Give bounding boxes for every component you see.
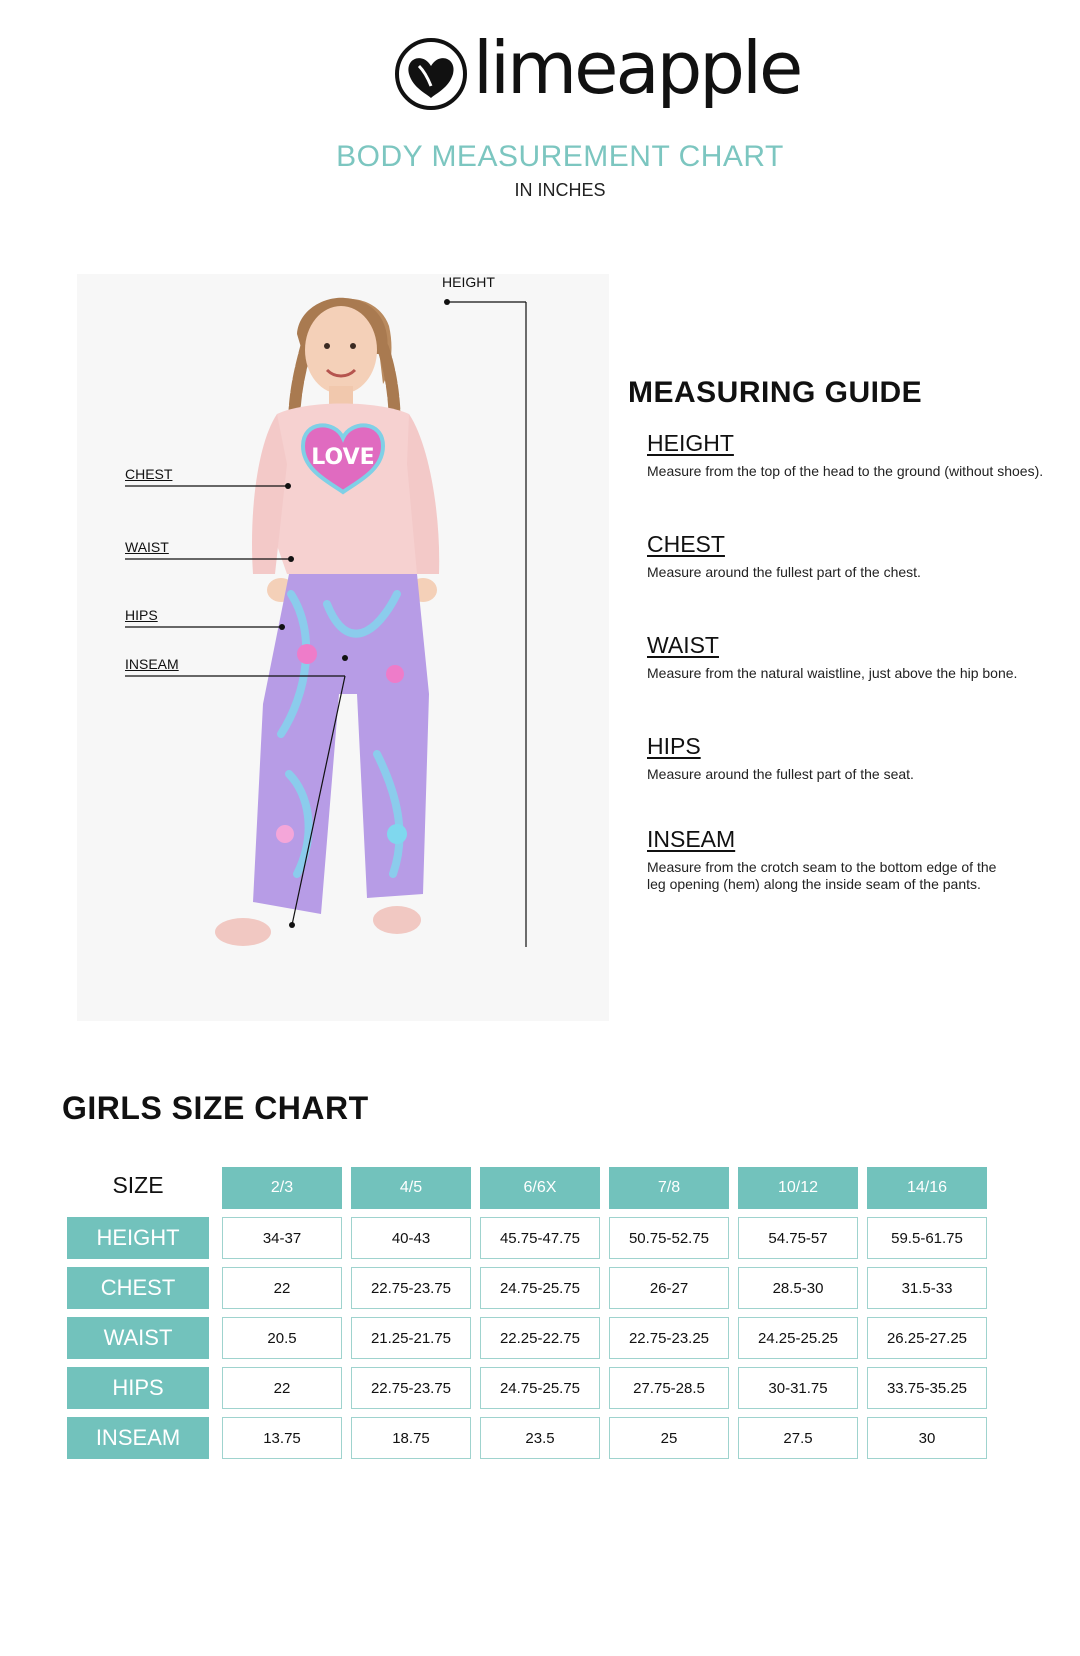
size-header: 14/16 <box>867 1167 987 1209</box>
row-header-chest: CHEST <box>67 1267 209 1309</box>
table-cell: 34-37 <box>222 1217 342 1259</box>
table-cell: 22.25-22.75 <box>480 1317 600 1359</box>
size-header: 6/6X <box>480 1167 600 1209</box>
table-cell: 40-43 <box>351 1217 471 1259</box>
size-chart-title: GIRLS SIZE CHART <box>62 1090 369 1126</box>
page-subtitle: IN INCHES <box>514 180 606 200</box>
table-cell: 30-31.75 <box>738 1367 858 1409</box>
table-cell: 20.5 <box>222 1317 342 1359</box>
apple-heart-icon <box>393 36 469 112</box>
table-cell: 22.75-23.75 <box>351 1367 471 1409</box>
table-cell: 27.5 <box>738 1417 858 1459</box>
model-photo <box>77 274 609 1021</box>
table-cell: 45.75-47.75 <box>480 1217 600 1259</box>
table-cell: 24.25-25.25 <box>738 1317 858 1359</box>
size-corner-label: SIZE <box>112 1172 164 1198</box>
guide-heading: HIPS <box>647 733 701 759</box>
guide-description: Measure around the fullest part of the chest. <box>647 564 921 580</box>
guide-description: Measure from the crotch seam to the bottom edge of the leg opening (hem) along the inside seam of the pants. <box>647 859 997 892</box>
table-cell: 13.75 <box>222 1417 342 1459</box>
guide-item-height <box>647 430 1067 480</box>
table-cell: 26-27 <box>609 1267 729 1309</box>
shirt-love-text: LOVE <box>311 445 375 470</box>
size-header: 2/3 <box>222 1167 342 1209</box>
guide-heading: HEIGHT <box>647 430 734 456</box>
brand-wordmark: limeapple <box>473 26 801 110</box>
guide-heading: INSEAM <box>647 826 736 852</box>
table-cell: 50.75-52.75 <box>609 1217 729 1259</box>
guide-item-hips <box>647 733 1067 783</box>
table-cell: 30 <box>867 1417 987 1459</box>
size-header: 10/12 <box>738 1167 858 1209</box>
table-cell: 33.75-35.25 <box>867 1367 987 1409</box>
waist-label: WAIST <box>125 539 169 555</box>
table-cell: 31.5-33 <box>867 1267 987 1309</box>
table-cell: 59.5-61.75 <box>867 1217 987 1259</box>
table-cell: 26.25-27.25 <box>867 1317 987 1359</box>
table-cell: 22.75-23.25 <box>609 1317 729 1359</box>
row-header-waist: WAIST <box>67 1317 209 1359</box>
guide-heading: CHEST <box>647 531 725 557</box>
table-cell: 54.75-57 <box>738 1217 858 1259</box>
height-label: HEIGHT <box>442 274 495 290</box>
table-cell: 25 <box>609 1417 729 1459</box>
table-cell: 21.25-21.75 <box>351 1317 471 1359</box>
guide-heading: WAIST <box>647 632 719 658</box>
table-cell: 18.75 <box>351 1417 471 1459</box>
row-header-inseam: INSEAM <box>67 1417 209 1459</box>
table-cell: 28.5-30 <box>738 1267 858 1309</box>
guide-description: Measure around the fullest part of the seat. <box>647 766 914 782</box>
table-cell: 22 <box>222 1367 342 1409</box>
page-title: BODY MEASUREMENT CHART <box>336 140 784 173</box>
table-cell: 22.75-23.75 <box>351 1267 471 1309</box>
brand-logo <box>393 26 801 122</box>
inseam-label: INSEAM <box>125 656 179 672</box>
row-header-height: HEIGHT <box>67 1217 209 1259</box>
size-header: 4/5 <box>351 1167 471 1209</box>
chest-label: CHEST <box>125 466 173 482</box>
guide-description: Measure from the natural waistline, just above the hip bone. <box>647 665 1018 681</box>
table-cell: 24.75-25.75 <box>480 1367 600 1409</box>
guide-description: Measure from the top of the head to the ground (without shoes). <box>647 463 1044 479</box>
table-cell: 24.75-25.75 <box>480 1267 600 1309</box>
hips-label: HIPS <box>125 607 158 623</box>
table-cell: 27.75-28.5 <box>609 1367 729 1409</box>
guide-item-chest <box>647 531 1067 581</box>
row-header-hips: HIPS <box>67 1367 209 1409</box>
guide-item-inseam <box>647 826 1007 893</box>
guide-item-waist <box>647 632 1067 682</box>
table-cell: 23.5 <box>480 1417 600 1459</box>
model-illustration <box>77 274 609 1021</box>
table-cell: 22 <box>222 1267 342 1309</box>
measuring-guide-title: MEASURING GUIDE <box>628 376 923 409</box>
size-header: 7/8 <box>609 1167 729 1209</box>
